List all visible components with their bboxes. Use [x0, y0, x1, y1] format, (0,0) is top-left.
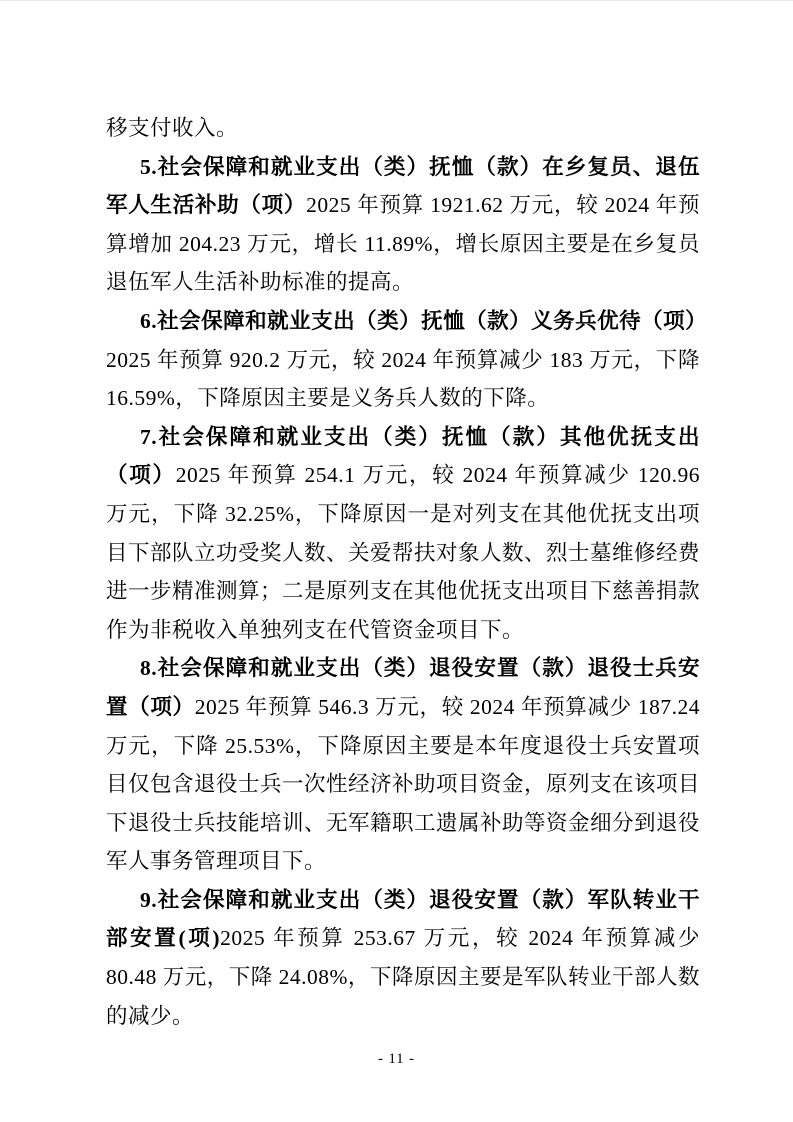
continuation-text: 移支付收入。: [106, 116, 239, 140]
paragraph-item-9: [106, 881, 700, 1035]
paragraph-7-heading: 7.社会保障和就业支出（类）抚恤（款）其他优抚支出（项）: [106, 424, 700, 488]
paragraph-6-body: 2025 年预算 920.2 万元，较 2024 年预算减少 183 万元，下降 16.59%，下降原因主要是义务兵人数的下降。: [106, 347, 700, 411]
paragraph-7-body: 2025 年预算 254.1 万元，较 2024 年预算减少 120.96 万元，下降 32.25%，下降原因一是对列支在其他优抚支出项目下部队立功受奖人数、关爱帮扶对象人数、烈士墓维修经费进一步精准测算；二是原列支在其他优抚支出项目下慈善捐款作为非税收入单独列支在代管资金项目下。: [106, 463, 701, 642]
paragraph-8-heading: 8.社会保障和就业支出（类）退役安置（款）退役士兵安置（项）: [106, 656, 700, 719]
paragraph-item-8: [106, 649, 700, 881]
paragraph-9-heading: 9.社会保障和就业支出（类）退役安置（款）军队转业干部安置(项): [106, 887, 700, 951]
page-footer: [0, 1051, 793, 1068]
paragraph-9-body: 2025 年预算 253.67 万元，较 2024 年预算减少 80.48 万元，下降 24.08%，下降原因主要是军队转业干部人数的减少。: [106, 926, 700, 1028]
paragraph-6-heading: 6.社会保障和就业支出（类）抚恤（款）义务兵优待（项）: [140, 308, 708, 333]
document-text-block: [106, 109, 708, 1035]
paragraph-item-5: [106, 148, 700, 302]
paragraph-5-heading: 5.社会保障和就业支出（类）抚恤（款）在乡复员、退伍军人生活补助（项）: [106, 154, 700, 218]
page-number: - 11 -: [378, 1051, 415, 1067]
paragraph-item-7: [106, 418, 700, 650]
paragraph-continuation: [106, 109, 700, 148]
paragraph-8-body: 2025 年预算 546.3 万元，较 2024 年预算减少 187.24 万元，下降 25.53%，下降原因主要是本年度退役士兵安置项目仅包含退役士兵一次性经济补助项目资金，原列支在该项目下退役士兵技能培训、无军籍职工遗属补助等资金细分到退役军人事务管理项目下。: [106, 694, 701, 874]
paragraph-item-6: [106, 302, 708, 418]
paragraph-5-body: 2025 年预算 1921.62 万元，较 2024 年预算增加 204.23 万元，增长 11.89%，增长原因主要是在乡复员退伍军人生活补助标准的提高。: [106, 193, 700, 295]
